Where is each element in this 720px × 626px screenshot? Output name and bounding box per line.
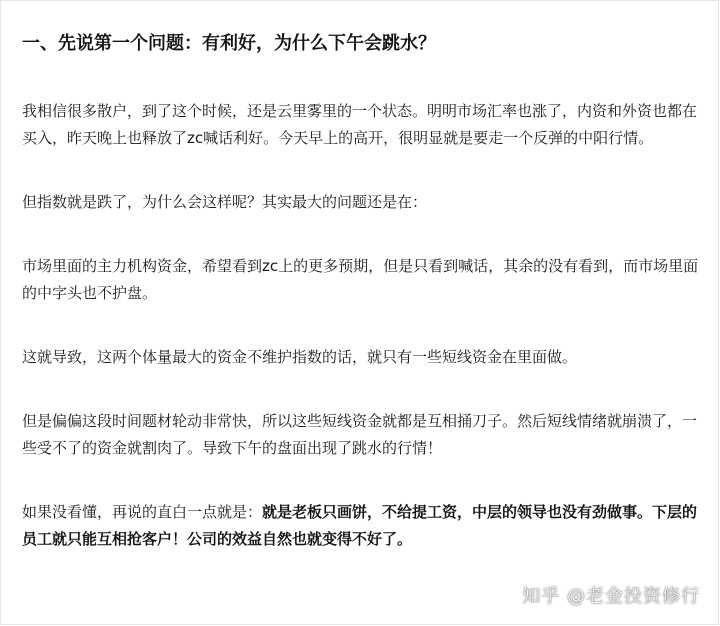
article-body xyxy=(22,30,702,590)
paragraph-6 xyxy=(22,499,702,553)
paragraph-4: 这就导致，这两个体量最大的资金不维护指数的话，就只有一些短线资金在里面做。 xyxy=(22,348,578,366)
paragraph-2: 但指数就是跌了，为什么会这样呢？其实最大的问题还是在： xyxy=(22,193,428,211)
section-heading: 一、先说第一个问题：有利好，为什么下午会跳水？ xyxy=(22,33,436,54)
paragraph-6-lead: 如果没看懂，再说的直白一点就是： xyxy=(22,503,263,521)
paragraph-1: 我相信很多散户，到了这个时候，还是云里雾里的一个状态。明明市场汇率也涨了，内资和外资也都在买入，昨天晚上也释放了zc喊话利好。今天早上的高开，很明显就是要走一个反弹的中阳行情。 xyxy=(22,102,698,147)
paragraph-3: 市场里面的主力机构资金，希望看到zc上的更多预期，但是只看到喊话，其余的没有看到，而市场里面的中字头也不护盘。 xyxy=(22,257,699,302)
paragraph-6-bold: 就是老板只画饼，不给提工资，中层的领导也没有劲做事。下层的员工就只能互相抢客户！公司的效益自然也就变得不好了。 xyxy=(22,503,698,548)
zhihu-watermark: 知乎 @老金投资修行 xyxy=(522,586,700,607)
paragraph-5: 但是偏偏这段时间题材轮动非常快，所以这些短线资金就都是互相捅刀子。然后短线情绪就崩溃了，一些受不了的资金就割肉了。导致下午的盘面出现了跳水的行情！ xyxy=(22,412,698,457)
